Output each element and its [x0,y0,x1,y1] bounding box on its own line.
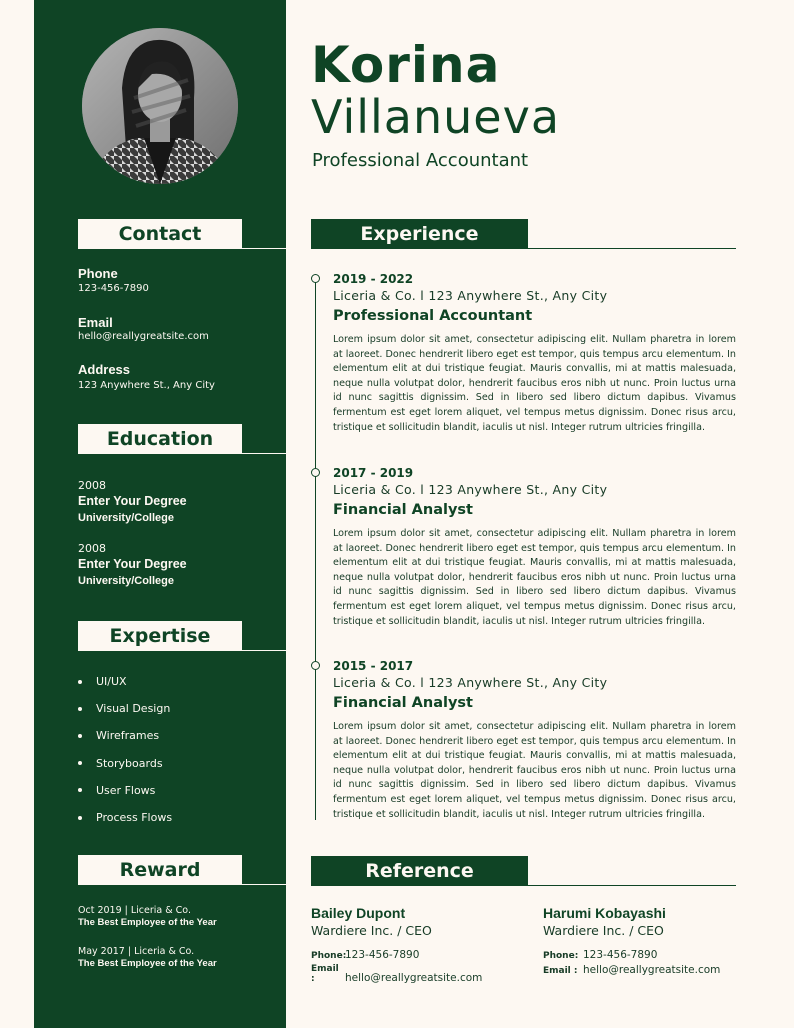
expertise-heading [78,621,286,651]
expertise-item [78,668,172,695]
reference-phone [543,949,657,961]
experience-description: Lorem ipsum dolor sit amet, consectetur adipiscing elit. Nullam pharetra in lorem at laoreet. Donec hendrerit libero eget est tempor, quis tempus arcu elementum. In elementum elit at dui tristique feugiat. Mauris convallis, mi at mattis malesuada, neque nulla volutpat dolor, hendrerit faucibus eros nibh ut nunc. Proin luctus urna id nunc sagittis dignissim. Sed in libero sed libero dictum dapibus. Vivamus fermentum est eget lorem aliquet, vel tempus metus dignissim. Donec risus arcu, tristique et sollicitudin blandit, iaculis ut nisl. Integer rutrum ultricies fringilla. [333,721,736,820]
bullet-icon [78,707,82,711]
experience-role: Financial Analyst [333,502,473,518]
reference-phone-value: 123-456-7890 [583,949,658,961]
experience-years: 2019 - 2022 [333,272,414,286]
profile-photo-image [82,28,238,184]
education-school: University/College [78,512,174,524]
reference-email-label: Email : [543,966,578,976]
contact-heading-rule [242,248,286,249]
timeline-line [315,278,316,820]
experience-description: Lorem ipsum dolor sit amet, consectetur adipiscing elit. Nullam pharetra in lorem at laoreet. Donec hendrerit libero eget est tempor, quis tempus arcu elementum. In elementum elit at dui tristique feugiat. Mauris convallis, mi at mattis malesuada, neque nulla volutpat dolor, hendrerit faucibus eros nibh ut nunc. Proin luctus urna id nunc sagittis dignissim. Sed in libero sed libero dictum dapibus. Vivamus fermentum est eget lorem aliquet, vel tempus metus dignissim. Donec risus arcu, tristique et sollicitudin blandit, iaculis ut nisl. Integer rutrum ultricies fringilla. [333,528,736,627]
reward-heading-rule [242,884,286,885]
reference-phone-value: 123-456-7890 [345,949,420,961]
experience-company: Liceria & Co. l 123 Anywhere St., Any City [333,482,608,497]
education-degree: Enter Your Degree [78,494,187,508]
reference-phone-label: Phone: [311,951,347,961]
reward-heading-label: Reward [78,855,242,885]
reward-heading [78,855,286,885]
expertise-item-label: UI/UX [96,675,127,689]
experience-heading [311,219,736,249]
last-name: Villanueva [311,90,561,144]
experience-company: Liceria & Co. l 123 Anywhere St., Any City [333,288,608,303]
education-degree: Enter Your Degree [78,557,187,571]
reference-phone-label: Phone: [543,951,579,961]
reference-phone [311,949,419,961]
timeline-node-icon [311,274,320,283]
education-heading-rule [242,453,286,454]
first-name: Korina [311,36,501,94]
experience-heading-rule [528,248,736,249]
phone-value: 123-456-7890 [78,283,149,294]
reference-name: Bailey Dupont [311,905,406,921]
expertise-item-label: Process Flows [96,811,173,825]
bullet-icon [78,680,82,684]
expertise-item-label: Storyboards [96,756,163,770]
reward-title: The Best Employee of the Year [78,917,217,928]
expertise-item [78,777,172,804]
education-year: 2008 [78,479,106,492]
timeline-node-icon [311,468,320,477]
address-label: Address [78,362,131,377]
phone-label: Phone [78,266,118,281]
education-year: 2008 [78,542,106,555]
timeline-node-icon [311,661,320,670]
experience-company: Liceria & Co. l 123 Anywhere St., Any City [333,675,608,690]
bullet-icon [78,761,82,765]
reward-date-company: May 2017 | Liceria & Co. [78,946,195,957]
reference-email-value: hello@reallygreatsite.com [345,972,483,984]
expertise-item [78,750,172,777]
address-value: 123 Anywhere St., Any City [78,380,215,391]
reference-heading-label: Reference [311,856,528,886]
expertise-heading-label: Expertise [78,621,242,651]
reference-email-label: Email : [311,964,339,984]
expertise-list [78,668,172,831]
reference-heading-rule [528,885,736,886]
experience-years: 2017 - 2019 [333,466,414,480]
reference-company: Wardiere Inc. / CEO [543,923,664,938]
bullet-icon [78,788,82,792]
experience-description: Lorem ipsum dolor sit amet, consectetur adipiscing elit. Nullam pharetra in lorem at laoreet. Donec hendrerit libero eget est tempor, quis tempus arcu elementum. In elementum elit at dui tristique feugiat. Mauris convallis, mi at mattis malesuada, neque nulla volutpat dolor, hendrerit faucibus eros nibh ut nunc. Proin luctus urna id nunc sagittis dignissim. Sed in libero sed libero dictum dapibus. Vivamus fermentum est eget lorem aliquet, vel tempus metus dignissim. Donec risus arcu, tristique et sollicitudin blandit, iaculis ut nisl. Integer rutrum ultricies fringilla. [333,334,736,433]
contact-heading-label: Contact [78,219,242,249]
reward-title: The Best Employee of the Year [78,958,217,969]
expertise-item [78,804,172,831]
reference-email [543,964,720,976]
bullet-icon [78,734,82,738]
reference-name: Harumi Kobayashi [543,905,666,921]
sidebar [34,0,286,1028]
education-school: University/College [78,575,174,587]
reference-email-value: hello@reallygreatsite.com [583,964,721,976]
contact-heading [78,219,286,249]
expertise-item-label: User Flows [96,783,156,797]
bullet-icon [78,816,82,820]
expertise-item [78,722,172,749]
experience-years: 2015 - 2017 [333,659,414,673]
reward-date-company: Oct 2019 | Liceria & Co. [78,905,191,916]
expertise-item [78,695,172,722]
expertise-item-label: Wireframes [96,729,160,743]
expertise-item-label: Visual Design [96,702,171,716]
expertise-heading-rule [242,650,286,651]
reference-heading [311,856,736,886]
email-label: Email [78,315,113,330]
email-value: hello@reallygreatsite.com [78,331,209,342]
job-title: Professional Accountant [312,150,529,171]
experience-heading-label: Experience [311,219,528,249]
education-heading-label: Education [78,424,242,454]
profile-photo [82,28,238,184]
reference-email [311,964,482,984]
experience-role: Professional Accountant [333,308,533,324]
experience-role: Financial Analyst [333,695,473,711]
education-heading [78,424,286,454]
reference-company: Wardiere Inc. / CEO [311,923,432,938]
